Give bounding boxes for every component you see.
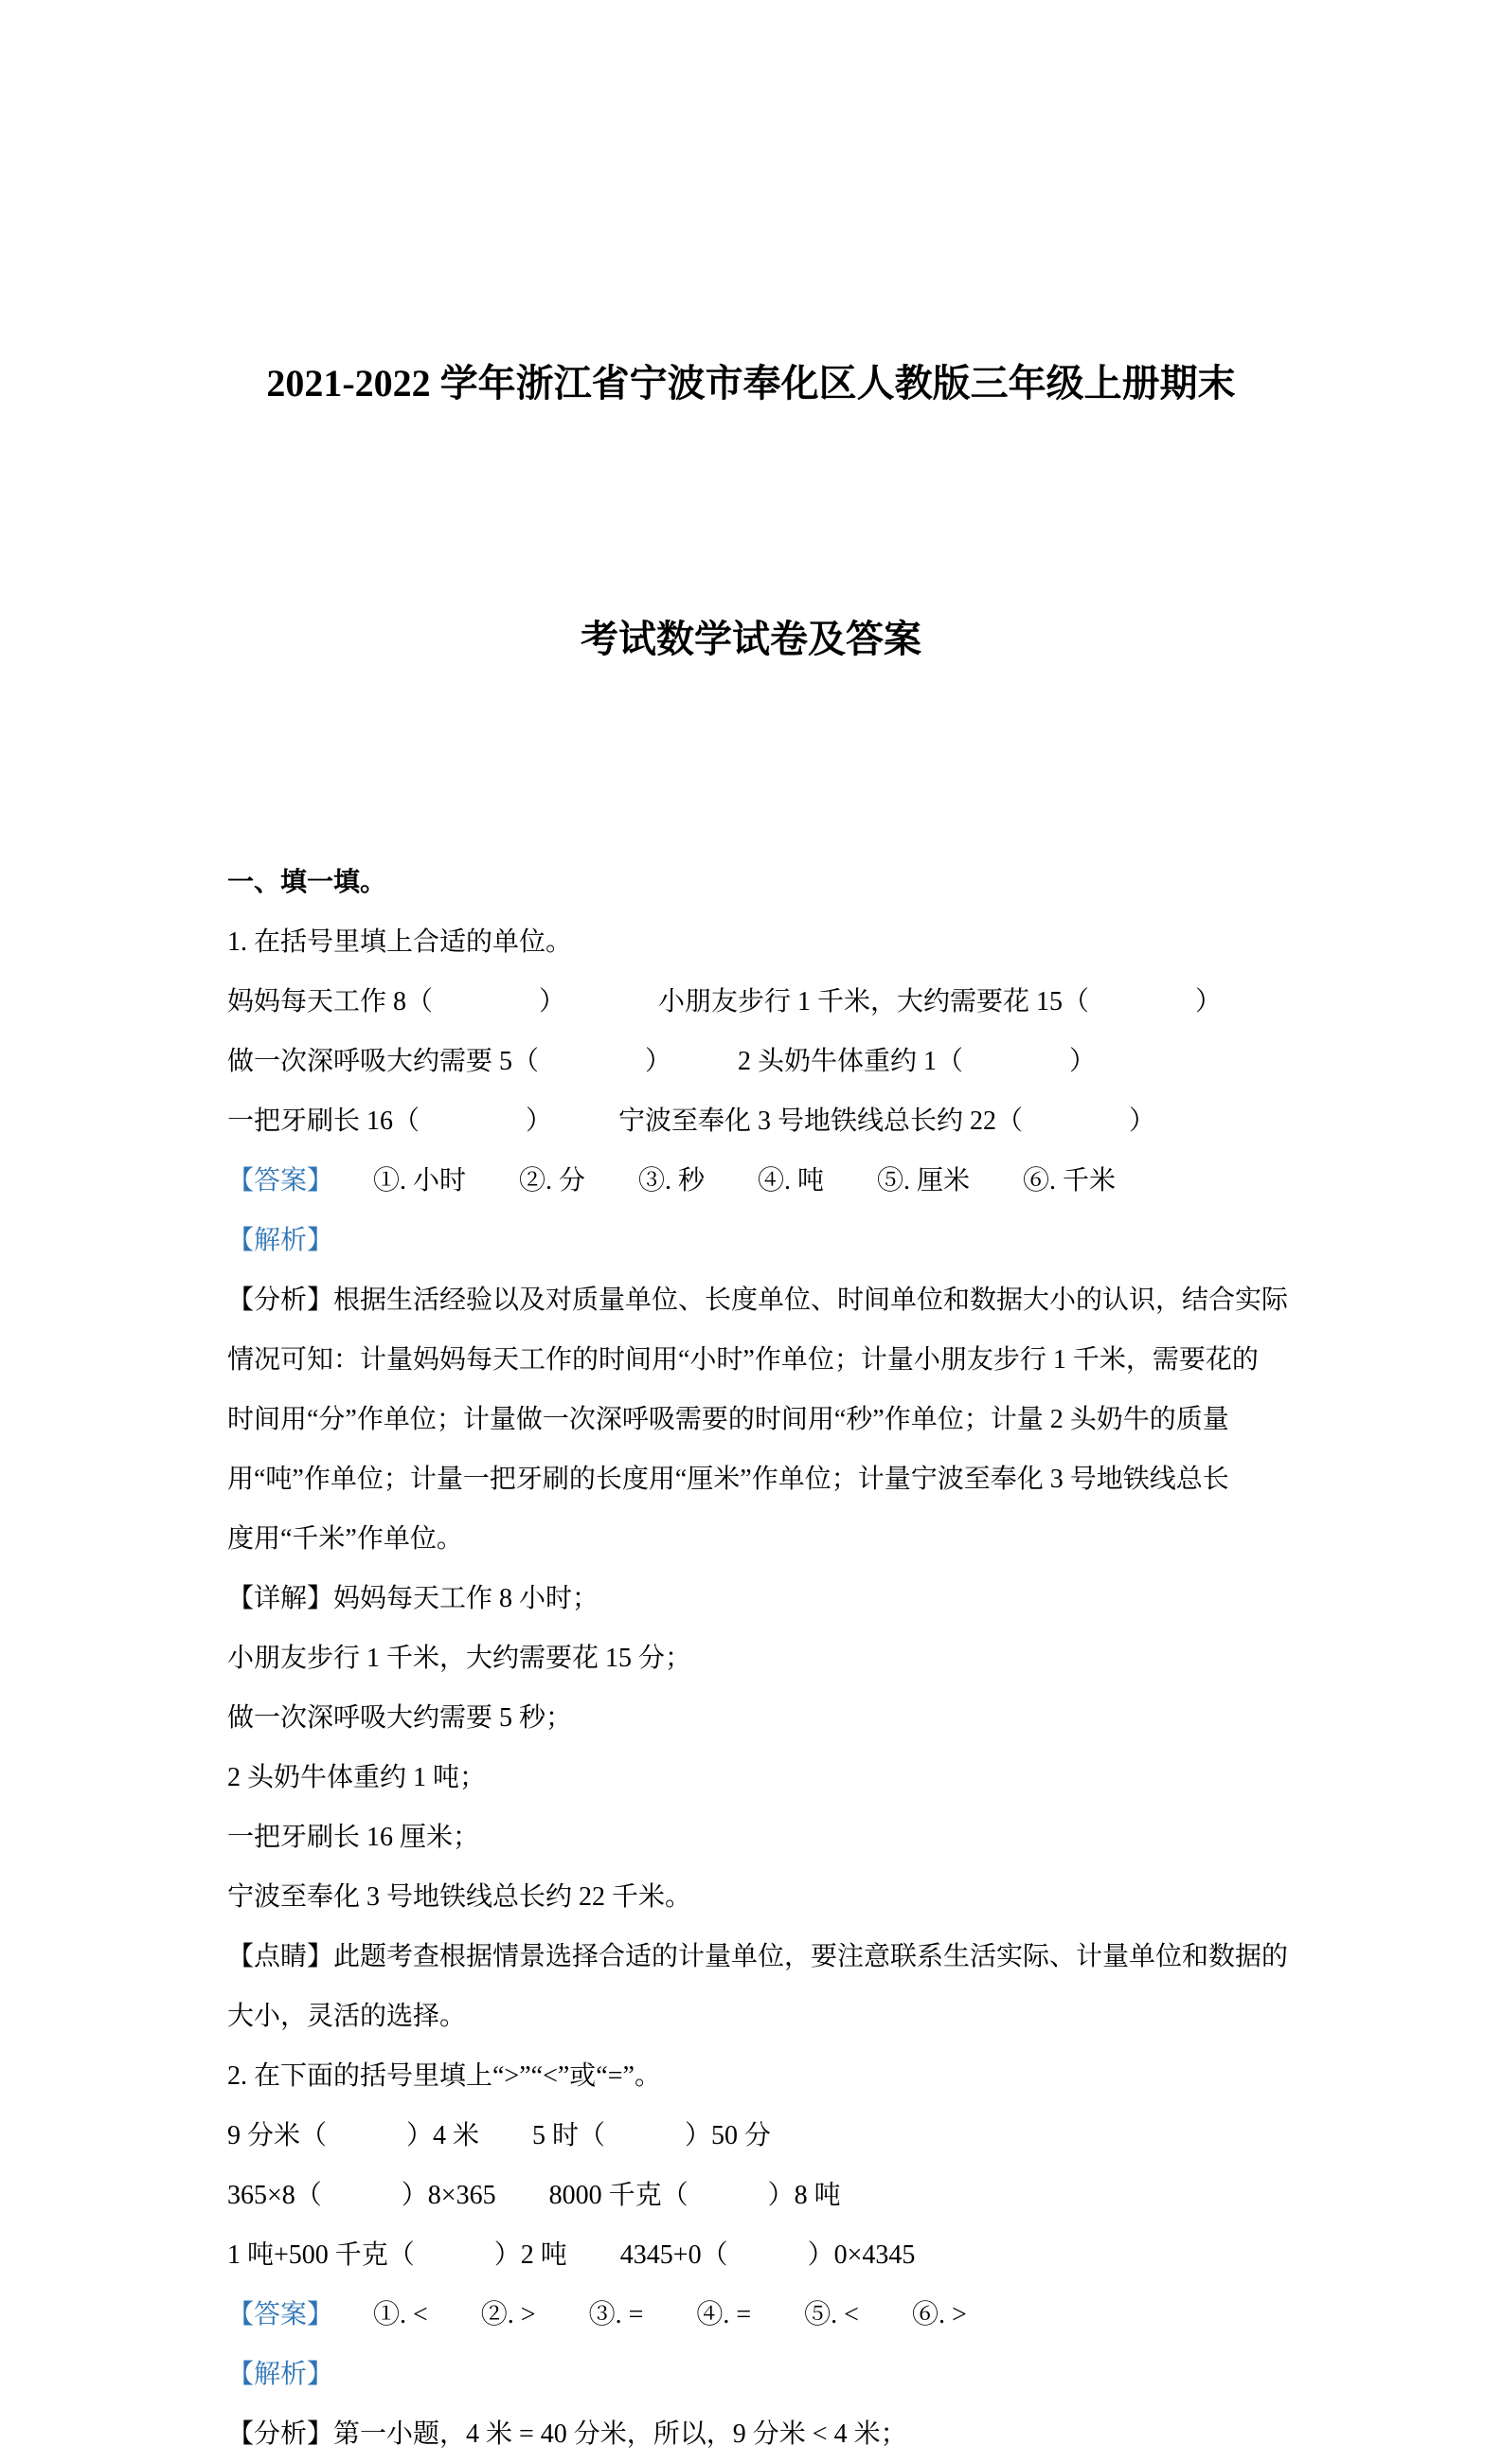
detail-tag: 【详解】 — [227, 1584, 334, 1613]
analysis-continuation: 情况可知：计量妈妈每天工作的时间用“小时”作单位；计量小朋友步行 1 千米，需要花的 — [227, 1345, 1259, 1375]
detail-continuation: 宁波至奉化 3 号地铁线总长约 22 千米。 — [227, 1882, 692, 1912]
tip-continuation: 大小，灵活的选择。 — [227, 2002, 467, 2031]
analysis-continuation: 用“吨”作单位；计量一把牙刷的长度用“厘米”作单位；计量宁波至奉化 3 号地铁线总长 — [227, 1465, 1229, 1494]
detail-continuation: 小朋友步行 1 千米，大约需要花 15 分； — [227, 1644, 692, 1673]
analysis-header-tag: 【解析】 — [227, 2360, 334, 2389]
analysis-header-tag: 【解析】 — [227, 1226, 334, 1255]
analysis-text: 根据生活经验以及对质量单位、长度单位、时间单位和数据大小的认识，结合实际 — [333, 1286, 1289, 1315]
analysis-continuation: 度用“千米”作单位。 — [227, 1524, 463, 1554]
question-2-stem: 2. 在下面的括号里填上“>”“<”或“=”。 — [227, 2061, 661, 2091]
analysis-line — [227, 1270, 1373, 1330]
answer-line — [227, 1151, 1373, 1211]
analysis-line — [227, 2404, 1373, 2464]
detail-continuation: 一把牙刷长 16 厘米； — [227, 1823, 480, 1852]
title-line-2: 考试数学试卷及答案 — [581, 618, 921, 660]
analysis-header-line — [227, 2345, 1373, 2404]
detail-line — [227, 1569, 1373, 1628]
detail-continuation: 2 头奶牛体重约 1 吨； — [227, 1763, 487, 1792]
document-page — [0, 171, 1502, 2449]
question-2-row-3: 1 吨+500 千克（ ）2 吨 4345+0（ ）0×4345 — [227, 2240, 916, 2270]
section-heading: 一、填一填。 — [227, 868, 387, 897]
title-line-1: 2021-2022 学年浙江省宁波市奉化区人教版三年级上册期末 — [266, 362, 1236, 405]
answer-text: ①. 小时 ②. 分 ③. 秒 ④. 吨 ⑤. 厘米 ⑥. 千米 — [320, 1166, 1117, 1196]
document-title — [0, 171, 1502, 853]
answer-line — [227, 2285, 1373, 2345]
analysis-continuation: 时间用“分”作单位；计量做一次深呼吸需要的时间用“秒”作单位；计量 2 头奶牛的质量 — [227, 1405, 1229, 1434]
question-1-row-1: 妈妈每天工作 8（ ） 小朋友步行 1 千米，大约需要花 15（ ） — [227, 987, 1223, 1016]
detail-continuation: 做一次深呼吸大约需要 5 秒； — [227, 1703, 573, 1733]
tip-line — [227, 1927, 1373, 1987]
answer-tag: 【答案】 — [227, 2300, 321, 2329]
answer-tag: 【答案】 — [227, 1166, 321, 1196]
tip-text: 此题考查根据情景选择合适的计量单位，要注意联系生活实际、计量单位和数据的 — [333, 1942, 1289, 1971]
answer-text: ①. < ②. > ③. = ④. = ⑤. < ⑥. > — [320, 2300, 967, 2329]
analysis-tag: 【分析】 — [227, 2419, 334, 2449]
document-body — [227, 853, 1373, 2464]
detail-text: 妈妈每天工作 8 小时； — [333, 1584, 599, 1613]
analysis-header-line — [227, 1211, 1373, 1270]
analysis-text: 第一小题，4 米 = 40 分米，所以，9 分米 < 4 米； — [333, 2419, 907, 2449]
question-1-stem: 1. 在括号里填上合适的单位。 — [227, 927, 573, 957]
tip-tag: 【点睛】 — [227, 1942, 334, 1971]
analysis-tag: 【分析】 — [227, 1286, 334, 1315]
question-1-row-3: 一把牙刷长 16（ ） 宁波至奉化 3 号地铁线总长约 22（ ） — [227, 1106, 1156, 1136]
question-2-row-1: 9 分米（ ）4 米 5 时（ ）50 分 — [227, 2121, 772, 2150]
question-1-row-2: 做一次深呼吸大约需要 5（ ） 2 头奶牛体重约 1（ ） — [227, 1047, 1097, 1076]
question-2-row-2: 365×8（ ）8×365 8000 千克（ ）8 吨 — [227, 2181, 841, 2210]
